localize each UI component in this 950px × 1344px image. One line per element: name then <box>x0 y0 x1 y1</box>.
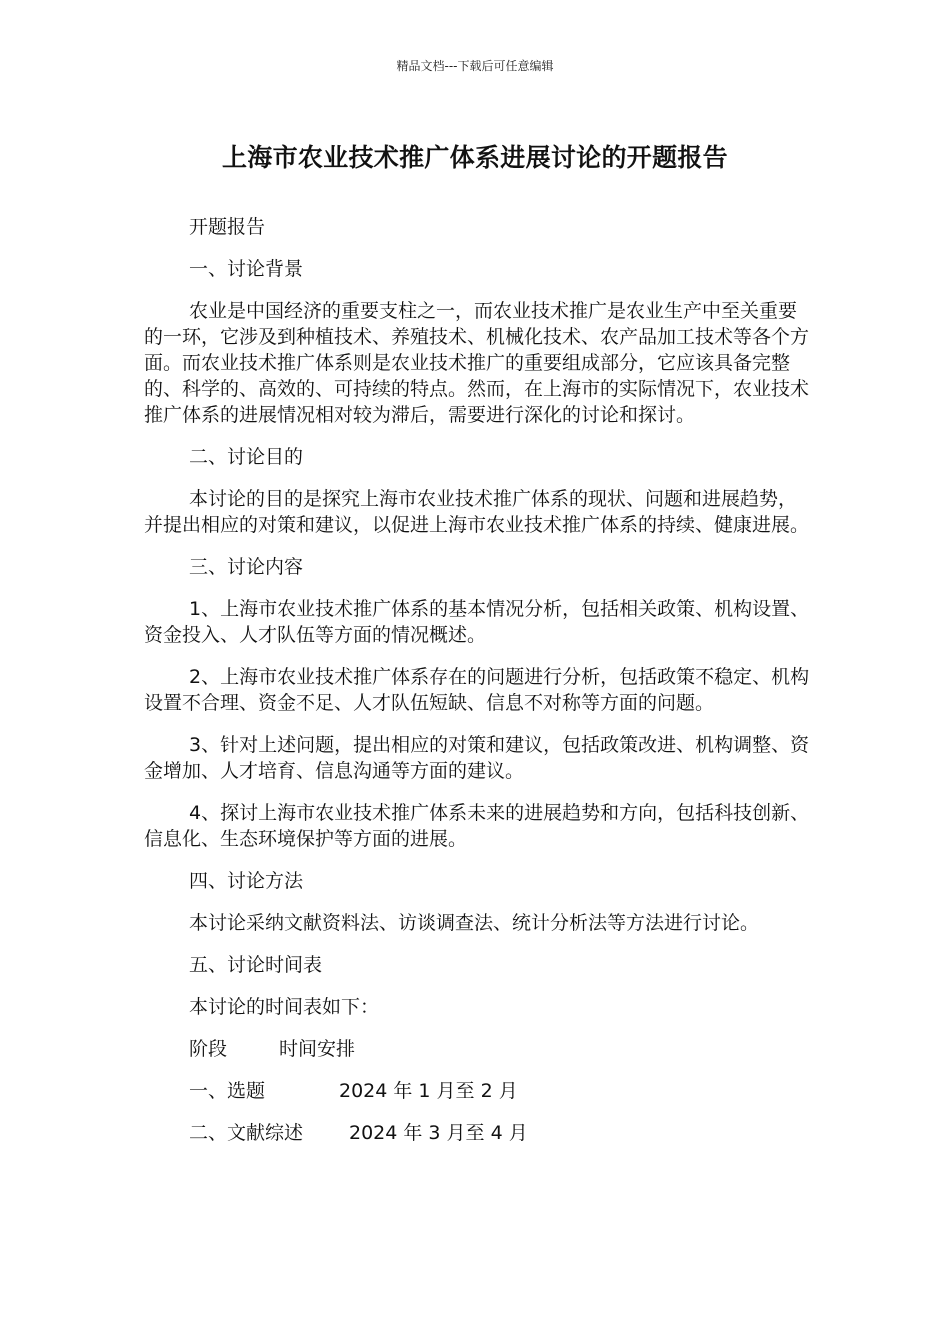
section-heading-content: 三、讨论内容 <box>189 556 304 578</box>
schedule-stage: 一、选题 <box>189 1080 266 1102</box>
content-item: 4、探讨上海市农业技术推广体系未来的进展趋势和方向，包括科技创新、信息化、生态环境保护等方面的进展。 <box>144 802 810 850</box>
header-watermark: 精品文档---下载后可任意编辑 <box>396 59 554 73</box>
schedule-header-time: 时间安排 <box>279 1038 356 1060</box>
schedule-row <box>144 1078 814 1104</box>
section-heading-schedule: 五、讨论时间表 <box>189 954 323 976</box>
section-heading-method: 四、讨论方法 <box>189 870 304 892</box>
section-heading-background: 一、讨论背景 <box>189 258 304 280</box>
content-item: 1、上海市农业技术推广体系的基本情况分析，包括相关政策、机构设置、资金投入、人才队伍等方面的情况概述。 <box>144 598 810 646</box>
schedule-intro: 本讨论的时间表如下： <box>189 996 380 1018</box>
schedule-stage: 二、文献综述 <box>189 1122 304 1144</box>
schedule-header-row <box>144 1036 814 1062</box>
section-body-method: 本讨论采纳文献资料法、访谈调查法、统计分析法等方法进行讨论。 <box>189 912 760 934</box>
content-item: 2、上海市农业技术推广体系存在的问题进行分析，包括政策不稳定、机构设置不合理、资金不足、人才队伍短缺、信息不对称等方面的问题。 <box>144 666 810 714</box>
document-body <box>144 214 814 1162</box>
schedule-row <box>144 1120 814 1146</box>
content-item: 3、针对上述问题，提出相应的对策和建议，包括政策改进、机构调整、资金增加、人才培育、信息沟通等方面的建议。 <box>144 734 810 782</box>
schedule-header-stage: 阶段 <box>189 1038 228 1060</box>
section-heading-purpose: 二、讨论目的 <box>189 446 304 468</box>
document-title: 上海市农业技术推广体系进展讨论的开题报告 <box>221 143 728 172</box>
schedule-time: 2024 年 1 月至 2 月 <box>339 1080 518 1102</box>
section-body-background: 农业是中国经济的重要支柱之一，而农业技术推广是农业生产中至关重要的一环，它涉及到种植技术、养殖技术、机械化技术、农产品加工技术等各个方面。而农业技术推广体系则是农业技术推广的重要组成部分，它应该具备完整的、科学的、高效的、可持续的特点。然而，在上海市的实际情况下，农业技术推广体系的进展情况相对较为滞后，需要进行深化的讨论和探讨。 <box>144 300 810 426</box>
section-body-purpose: 本讨论的目的是探究上海市农业技术推广体系的现状、问题和进展趋势，并提出相应的对策和建议，以促进上海市农业技术推广体系的持续、健康进展。 <box>144 488 810 536</box>
report-label: 开题报告 <box>189 216 266 238</box>
schedule-time: 2024 年 3 月至 4 月 <box>349 1122 528 1144</box>
